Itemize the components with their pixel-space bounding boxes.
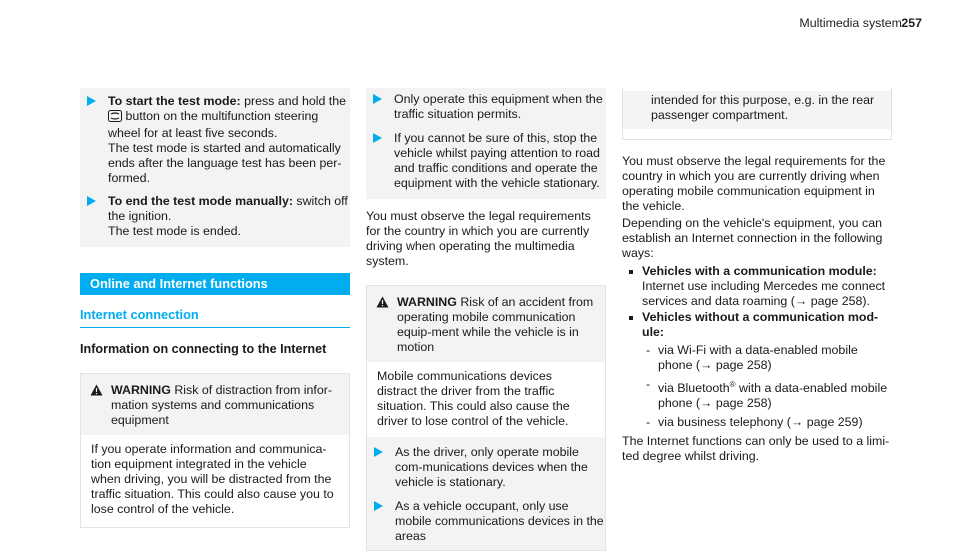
- list-item: [642, 415, 892, 430]
- test-mode-box: [80, 88, 350, 247]
- steering-button-icon: [108, 110, 122, 126]
- connection-options: [622, 264, 892, 430]
- list-item: [642, 343, 892, 373]
- continued-text-wrap: [623, 91, 891, 129]
- sub-option-text: with a data-enabled mobile phone (→ page 258): [658, 381, 888, 411]
- continued-box: [622, 88, 892, 140]
- warning-text: Risk of an accident from operating mobile communication equip-ment while the vehicle is in motion: [397, 295, 594, 354]
- play-arrow-icon: [374, 447, 383, 457]
- test-start-step: [80, 94, 350, 186]
- warning-triangle-icon: [376, 296, 389, 308]
- legal-paragraph: You must observe the legal requirements for the country in which you are currently driving when operating mobile communication equipment in the vehicle.: [622, 154, 886, 213]
- sub-option-text: via Bluetooth: [658, 381, 730, 396]
- bullet-item: [367, 445, 605, 490]
- list-item: [642, 377, 892, 411]
- final-paragraph: The Internet functions can only be used to a limi-ted degree whilst driving.: [622, 434, 890, 464]
- warning-body: Mobile communications devices distract the driver from the traffic situation. This could also cause the driver to lose control of the vehicle.: [367, 362, 605, 437]
- list-item: [622, 264, 892, 309]
- bullet-item: [366, 92, 606, 122]
- warning-box: [366, 285, 606, 551]
- bullet-dot-icon: [629, 316, 633, 320]
- test-end-result: The test mode is ended.: [108, 224, 241, 238]
- option-label: Vehicles with a communication module:: [642, 264, 877, 278]
- continued-text: intended for this purpose, e.g. in the rear passenger compartment.: [651, 93, 875, 122]
- test-start-result: The test mode is started and automatically ends after the language test has been per-formed.: [108, 141, 342, 185]
- column-2: [366, 88, 606, 551]
- warning-box: [80, 373, 350, 528]
- bullet-text: As the driver, only operate mobile com-munications devices when the vehicle is stationary.: [395, 445, 588, 489]
- test-end-step: [80, 194, 350, 239]
- warning-label: WARNING: [397, 295, 457, 309]
- bullet-text: If you cannot be sure of this, stop the vehicle whilst paying attention to road and traffic conditions and operate the equipment with the vehicle stationary.: [394, 131, 600, 190]
- connection-intro: Depending on the vehicle's equipment, you can establish an Internet connection in the following ways:: [622, 216, 883, 260]
- test-end-text: switch off the ignition.: [108, 194, 348, 223]
- test-start-label: To start the test mode:: [108, 94, 241, 108]
- warning-triangle-icon: [90, 384, 103, 396]
- dash-marker: -: [646, 343, 651, 357]
- play-arrow-icon: [87, 196, 96, 206]
- page-number: 257: [901, 16, 922, 30]
- registered-mark: ®: [729, 380, 736, 389]
- warning-header: [81, 374, 349, 435]
- sub-option-text: via business telephony (→ page 259): [658, 415, 863, 430]
- play-arrow-icon: [87, 96, 96, 106]
- warning-text: Risk of distraction from infor-mation systems and communications equipment: [111, 383, 333, 427]
- warning-bullets: [367, 437, 605, 550]
- info-heading: Information on connecting to the Internet: [80, 342, 327, 356]
- play-arrow-icon: [374, 501, 383, 511]
- bullet-box-1: [366, 88, 606, 199]
- sub-option-text: via Wi-Fi with a data-enabled mobile phone (→ page 258): [658, 343, 858, 372]
- page-header: [80, 14, 960, 32]
- header-title: Multimedia system: [799, 16, 902, 30]
- warning-label: WARNING: [111, 383, 171, 397]
- sub-options: [642, 343, 892, 430]
- dash-marker: -: [646, 377, 651, 391]
- warning-header: [367, 286, 605, 362]
- option-text: Internet use including Mercedes me connect services and data roaming (→ page 258).: [642, 279, 886, 308]
- bullet-text: As a vehicle occupant, only use mobile communications devices in the areas: [395, 499, 604, 543]
- play-arrow-icon: [373, 133, 382, 143]
- bullet-text: Only operate this equipment when the traffic situation permits.: [394, 92, 603, 121]
- column-1: [80, 88, 350, 528]
- column-3: [622, 88, 892, 464]
- bullet-dot-icon: [629, 270, 633, 274]
- test-end-label: To end the test mode manually:: [108, 194, 293, 208]
- test-start-text-2: button on the multifunction steering wheel for at least five seconds.: [108, 109, 319, 140]
- warning-body: If you operate information and communica-tion equipment integrated in the vehicle when driving, you will be distracted from the traffic situation. This could also cause you to lose control of the vehicle.: [81, 435, 349, 527]
- dash-marker: -: [646, 415, 651, 430]
- bullet-item: [367, 499, 605, 544]
- bullet-item: [366, 131, 606, 191]
- list-item: [622, 310, 892, 430]
- legal-paragraph: You must observe the legal requirements for the country in which you are currently driving when operating the multimedia system.: [366, 209, 591, 268]
- test-start-text: press and hold the: [240, 94, 347, 108]
- subsection-heading: Internet connection: [80, 307, 350, 328]
- section-heading: Online and Internet functions: [80, 273, 350, 295]
- option-label: Vehicles without a communication mod-ule:: [642, 310, 879, 339]
- play-arrow-icon: [373, 94, 382, 104]
